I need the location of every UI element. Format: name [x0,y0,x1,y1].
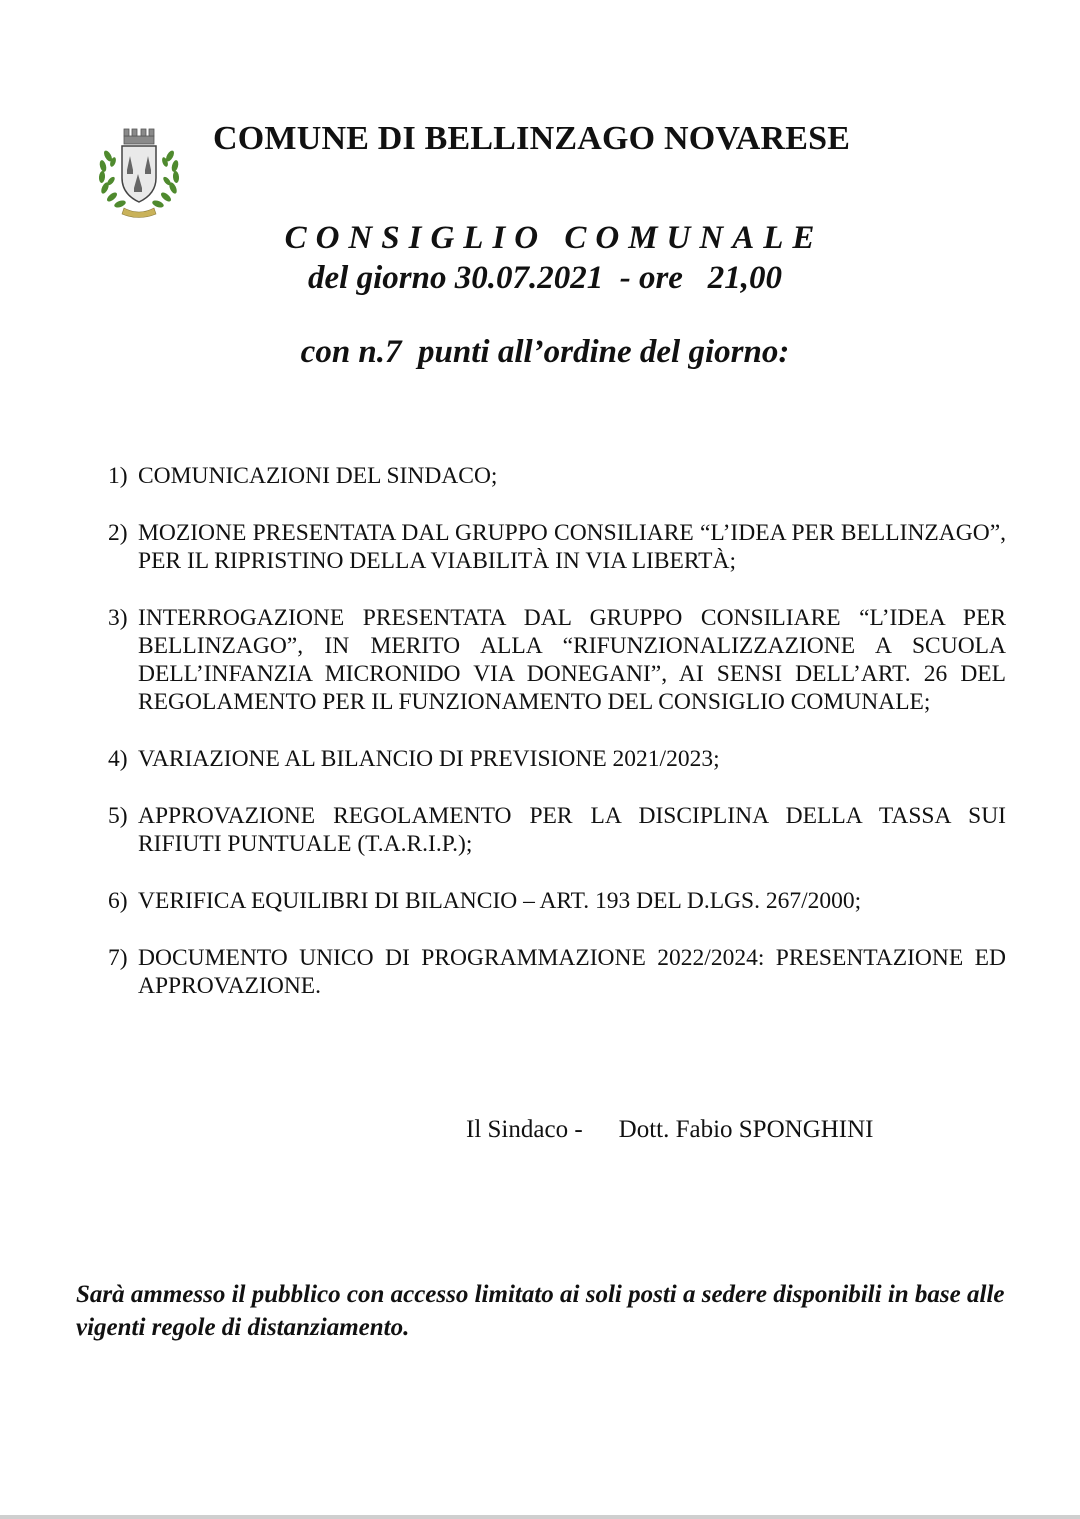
agenda-item-number: 5) [108,803,128,829]
mayor-signature [466,1116,874,1144]
agenda-item-number: 6) [108,888,128,914]
agenda-item-text: MOZIONE PRESENTATA DAL GRUPPO CONSILIARE “L’IDEA PER BELLINZAGO”, PER IL RIPRISTINO DELLA VIABILITÀ IN VIA LIBERTÀ; [138,520,1006,574]
agenda-item-1 [108,462,1006,490]
public-access-notice: Sarà ammesso il pubblico con accesso limitato ai soli posti a sedere disponibili in base alle vigenti regole di distanziamento. [76,1281,1005,1341]
signature-name: Dott. Fabio SPONGHINI [618,1116,874,1143]
municipality-name: COMUNE DI BELLINZAGO NOVARESE [213,120,851,157]
agenda-item-text: INTERROGAZIONE PRESENTATA DAL GRUPPO CONSILIARE “L’IDEA PER BELLINZAGO”, IN MERITO ALLA “RIFUNZIONALIZZAZIONE A SCUOLA DELL’INFANZIA MICRONIDO VIA DONEGANI”, AI SENSI DELL’ART. 26 DEL REGOLAMENTO PER IL FUNZIONAMENTO DEL CONSIGLIO COMUNALE; [138,605,1006,715]
agenda-item-number: 7) [108,945,128,971]
agenda-item-6 [108,887,1006,915]
agenda-intro: con n.7 punti all’ordine del giorno: [300,334,790,370]
agenda-list [108,462,1006,1000]
agenda-item-text: VARIAZIONE AL BILANCIO DI PREVISIONE 2021/2023; [138,746,720,772]
municipal-coat-of-arms-icon [94,126,184,218]
meeting-date-time: del giorno 30.07.2021 - ore 21,00 [308,260,782,296]
signature-role: Il Sindaco - [466,1116,583,1143]
agenda-item-text: APPROVAZIONE REGOLAMENTO PER LA DISCIPLINA DELLA TASSA SUI RIFIUTI PUNTUALE (T.A.R.I.P.); [138,803,1006,857]
agenda-item-3 [108,604,1006,716]
page-bottom-edge [0,1515,1080,1519]
agenda-item-number: 1) [108,463,128,489]
agenda-item-number: 2) [108,520,128,546]
agenda-item-number: 4) [108,746,128,772]
agenda-item-number: 3) [108,605,128,631]
agenda-item-2 [108,519,1006,575]
council-title: CONSIGLIO COMUNALE [284,220,824,256]
agenda-item-text: DOCUMENTO UNICO DI PROGRAMMAZIONE 2022/2024: PRESENTAZIONE ED APPROVAZIONE. [138,945,1006,999]
agenda-item-5 [108,802,1006,858]
agenda-item-7 [108,944,1006,1000]
agenda-item-4 [108,745,1006,773]
agenda-item-text: VERIFICA EQUILIBRI DI BILANCIO – ART. 193 DEL D.LGS. 267/2000; [138,888,862,914]
agenda-item-text: COMUNICAZIONI DEL SINDACO; [138,463,498,489]
